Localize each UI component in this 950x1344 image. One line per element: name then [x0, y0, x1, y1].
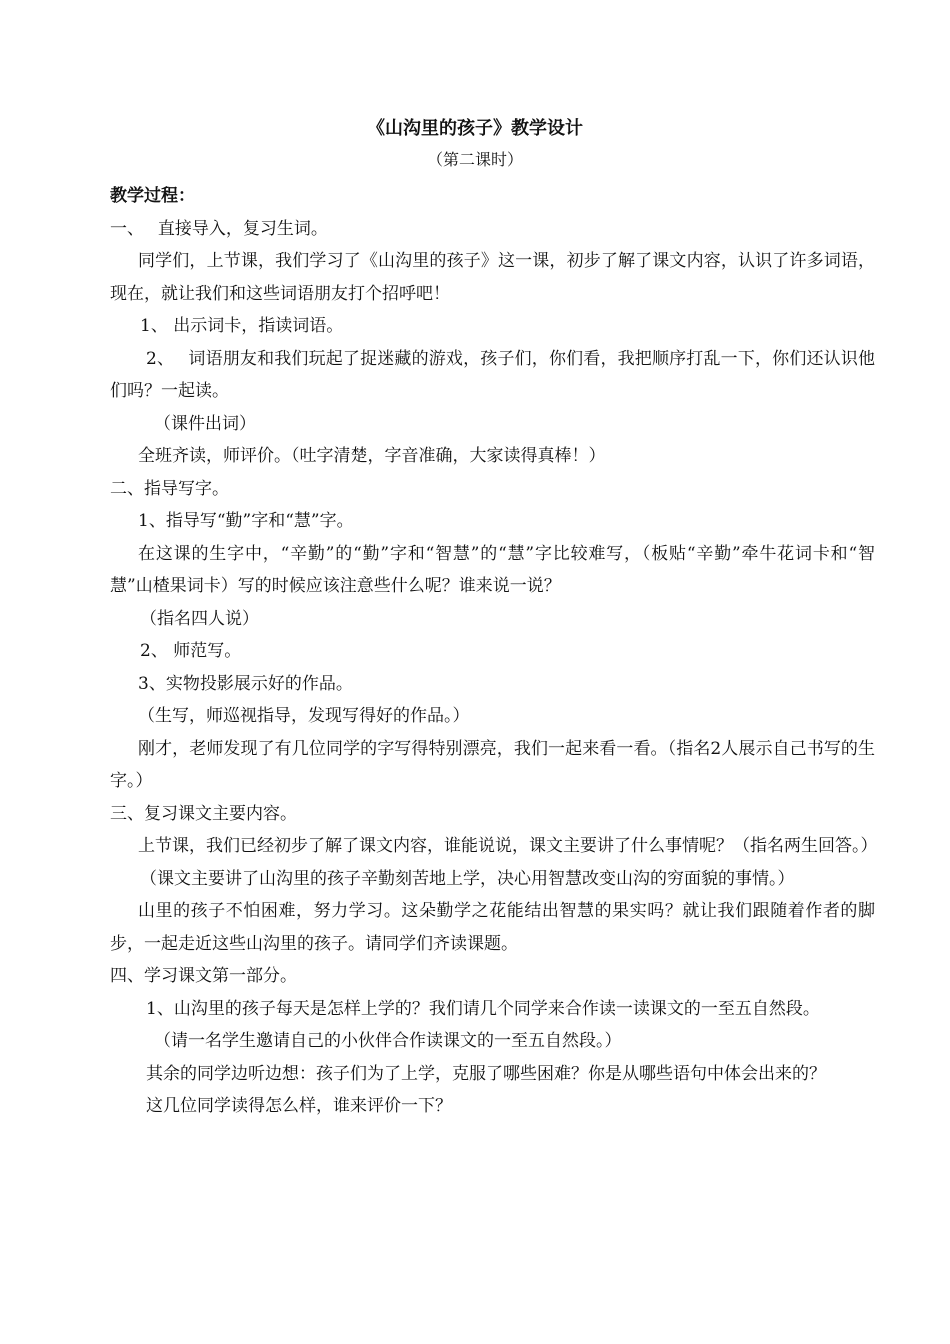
note: （生写，师巡视指导，发现写得好的作品。）	[138, 706, 470, 726]
note: （指名四人说）	[140, 608, 259, 629]
paragraph: 山里的孩子不怕困难，努力学习。这朵勤学之花能结出智慧的果实吗？就让我们跟随着作者的脚步，一起走近这些山沟里的孩子。请同学们齐读课题。	[110, 901, 875, 954]
paragraph: 在这课的生字中，“辛勤”的“勤”字和“智慧”的“慧”字比较难写，（板贴“辛勤”牵牛花词卡和“智慧”山楂果词卡）写的时候应该注意些什么呢？谁来说一说？	[110, 543, 875, 596]
section-heading-4: 四、学习课文第一部分。	[110, 966, 297, 986]
list-item: 2、 词语朋友和我们玩起了捉迷藏的游戏，孩子们，你们看，我把顺序打乱一下，你们还认识他们吗？一起读。	[110, 348, 875, 401]
paragraph: 全班齐读，师评价。（吐字清楚，字音准确，大家读得真棒！）	[138, 446, 606, 466]
paragraph: 上节课，我们已经初步了解了课文内容，谁能说说，课文主要讲了什么事情呢？（指名两生回答。）	[138, 836, 878, 856]
list-item: 1、 出示词卡，指读词语。	[140, 316, 344, 336]
list-item: 1、指导写“勤”字和“慧”字。	[138, 511, 354, 531]
paragraph: 其余的同学边听边想：孩子们为了上学，克服了哪些困难？你是从哪些语句中体会出来的？	[146, 1063, 826, 1084]
document-title: 《山沟里的孩子》教学设计	[367, 118, 583, 139]
paragraph: 刚才，老师发现了有几位同学的字写得特别漂亮，我们一起来看一看。（指名2人展示自己书写的生字。）	[110, 738, 875, 791]
document-body	[110, 180, 878, 1123]
section-heading-1: 一、 直接导入，复习生词。	[110, 218, 328, 239]
note: （课件出词）	[154, 413, 256, 434]
note: （课文主要讲了山沟里的孩子辛勤刻苦地上学，决心用智慧改变山沟的穷面貌的事情。）	[140, 868, 795, 889]
section-heading-process: 教学过程：	[110, 186, 195, 206]
section-heading-2: 二、指导写字。	[110, 478, 229, 499]
list-item: 1、山沟里的孩子每天是怎样上学的？我们请几个同学来合作读一读课文的一至五自然段。	[146, 998, 820, 1019]
paragraph: 这几位同学读得怎么样，谁来评价一下？	[146, 1096, 452, 1116]
list-item: 2、 师范写。	[140, 641, 242, 661]
list-item: 3、实物投影展示好的作品。	[138, 673, 353, 694]
paragraph: 同学们，上节课，我们学习了《山沟里的孩子》这一课，初步了解了课文内容，认识了许多词语，现在，就让我们和这些词语朋友打个招呼吧！	[110, 251, 875, 304]
document-subtitle: （第二课时）	[426, 150, 523, 169]
note: （请一名学生邀请自己的小伙伴合作读课文的一至五自然段。）	[154, 1031, 622, 1051]
section-heading-3: 三、复习课文主要内容。	[110, 803, 297, 824]
